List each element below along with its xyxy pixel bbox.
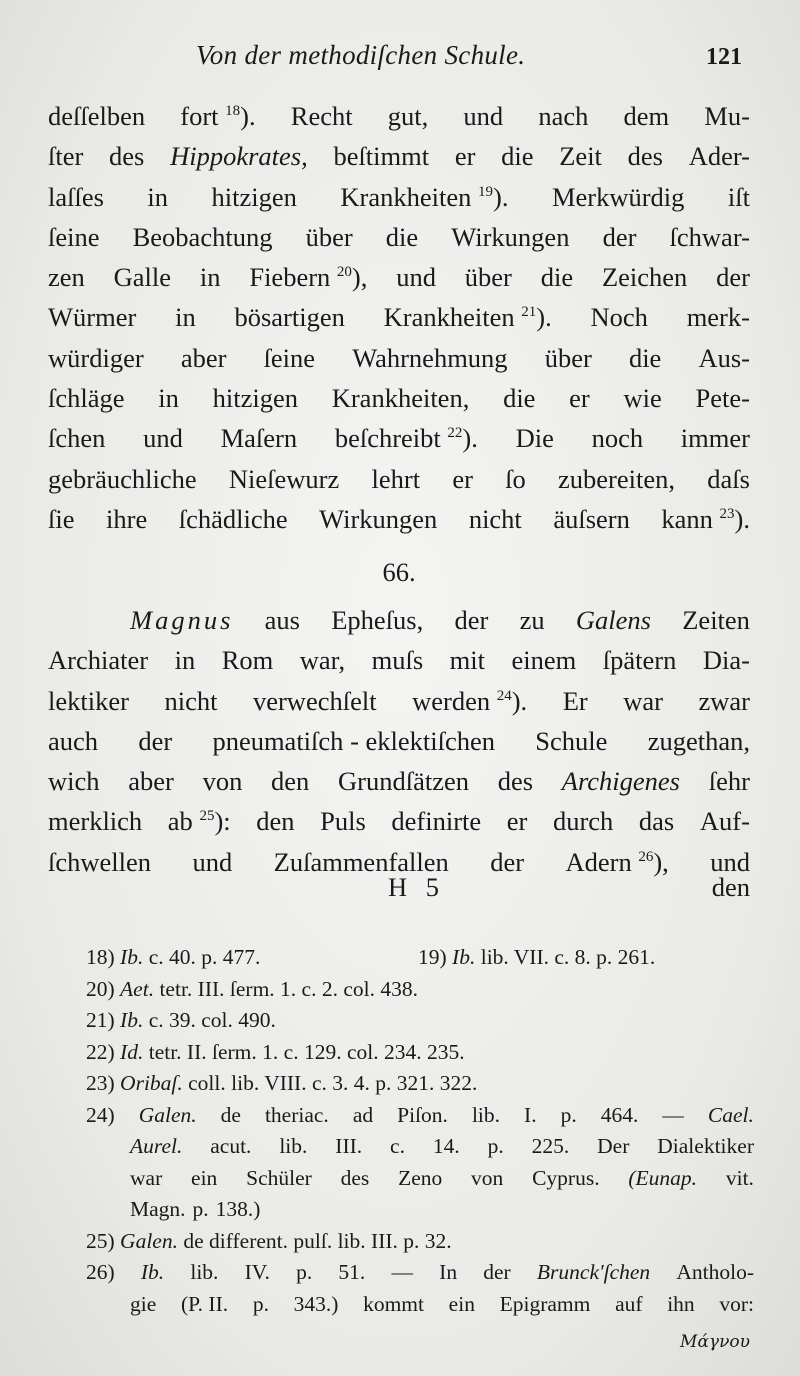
word: Zeiten bbox=[682, 605, 750, 635]
word-group bbox=[335, 418, 478, 458]
name-hippokrates: Hippokrates, bbox=[170, 141, 308, 172]
name-galens: Galens bbox=[575, 605, 651, 635]
word: die bbox=[503, 383, 536, 414]
word: (P. II. bbox=[180, 1291, 229, 1316]
footnote-text: c. 40. p. 477. bbox=[148, 945, 261, 969]
word: muſs bbox=[371, 645, 424, 676]
text-line bbox=[48, 136, 750, 176]
word: zu bbox=[519, 605, 545, 635]
word: immer bbox=[680, 423, 750, 454]
footnote-row bbox=[86, 942, 754, 974]
word: pneumatiſch bbox=[212, 725, 344, 756]
word: Galle bbox=[113, 262, 172, 293]
word: c. bbox=[390, 1134, 405, 1158]
word: mit bbox=[449, 645, 485, 676]
word: eklektiſchen bbox=[365, 725, 496, 756]
word: Zeit bbox=[559, 141, 602, 172]
word: Recht bbox=[290, 101, 353, 131]
word: der bbox=[483, 1260, 511, 1284]
word: Schule bbox=[535, 725, 608, 756]
word: ſeine bbox=[48, 221, 100, 252]
text-line bbox=[48, 177, 750, 217]
footnote-ref: 23 bbox=[719, 505, 735, 522]
word: p. bbox=[252, 1291, 269, 1316]
footnote-number: 26) bbox=[86, 1260, 115, 1284]
text-line bbox=[48, 257, 750, 297]
word: Fiebern bbox=[249, 262, 331, 293]
footnote-number: 22) bbox=[86, 1039, 115, 1064]
word: kann bbox=[661, 503, 713, 534]
word: Mu- bbox=[704, 101, 750, 131]
section-number: 66. bbox=[382, 557, 416, 587]
word: 343.) bbox=[293, 1291, 339, 1316]
text-line bbox=[48, 297, 750, 337]
punct: ). bbox=[536, 302, 552, 333]
footnote-number: 24) bbox=[86, 1102, 115, 1127]
word: vor: bbox=[719, 1291, 754, 1316]
word: nicht bbox=[164, 685, 218, 716]
word: aus bbox=[264, 605, 300, 635]
word: IV. bbox=[244, 1260, 270, 1284]
word: über bbox=[464, 262, 512, 293]
word: werden bbox=[412, 685, 491, 716]
word: bösartigen bbox=[234, 302, 345, 333]
footnote-text: lib. VII. c. 8. p. 261. bbox=[480, 945, 656, 969]
word: aber bbox=[128, 766, 174, 797]
word: ab bbox=[167, 806, 193, 837]
word: ſpätern bbox=[602, 645, 677, 676]
word: Der bbox=[597, 1134, 630, 1158]
word: gut, bbox=[387, 101, 429, 131]
footnote-ref: 20 bbox=[336, 264, 352, 281]
word: hitzigen bbox=[212, 383, 298, 414]
word: Cyprus. bbox=[532, 1165, 600, 1190]
source-abbr: Ib. bbox=[120, 1008, 144, 1032]
word: Die bbox=[515, 423, 554, 454]
word: zugethan, bbox=[647, 725, 750, 756]
word: lib. bbox=[190, 1260, 219, 1284]
word: Grundſätzen bbox=[338, 766, 469, 797]
catchword: den bbox=[711, 872, 750, 902]
word: er bbox=[569, 383, 590, 414]
footnote-text: de different. pulſ. lib. III. p. 32. bbox=[183, 1228, 452, 1253]
word: lektiker bbox=[48, 685, 129, 716]
word: ſo bbox=[505, 463, 526, 494]
word: das bbox=[638, 806, 675, 837]
footnote-number: 21) bbox=[86, 1008, 115, 1032]
word: noch bbox=[591, 423, 644, 454]
source-abbr: Aurel. bbox=[130, 1134, 183, 1158]
word: ſeine bbox=[263, 342, 316, 373]
footnote-line bbox=[86, 1289, 754, 1321]
word: acut. bbox=[210, 1134, 252, 1158]
word: in bbox=[175, 302, 196, 333]
word: p. bbox=[192, 1197, 209, 1221]
word: Aus- bbox=[698, 342, 750, 373]
word: nicht bbox=[468, 503, 522, 534]
word: fort bbox=[180, 101, 219, 131]
word: Er bbox=[562, 685, 588, 716]
footnote-23 bbox=[86, 1068, 754, 1100]
word: merk- bbox=[686, 302, 750, 333]
footnote-number: 18) bbox=[86, 945, 115, 969]
text-line bbox=[48, 761, 750, 801]
signature-line bbox=[48, 866, 750, 906]
word: ſchen bbox=[48, 423, 106, 454]
word: des bbox=[497, 766, 534, 797]
source-abbr: Aet. bbox=[120, 976, 155, 1001]
punct: ), bbox=[351, 262, 368, 293]
word: iſt bbox=[727, 181, 750, 212]
footnote-ref: 24 bbox=[496, 687, 512, 704]
footnote-number: 20) bbox=[86, 976, 115, 1001]
word: ein bbox=[191, 1165, 218, 1190]
name-brunck: Brunck'ſchen bbox=[536, 1260, 651, 1284]
word: Magn. bbox=[130, 1197, 186, 1221]
word: definirte bbox=[391, 806, 482, 837]
paragraph-2 bbox=[48, 600, 750, 882]
punct: ). bbox=[462, 423, 478, 454]
word: in bbox=[147, 181, 169, 212]
word: ſchwellen bbox=[48, 846, 152, 877]
word: Zeichen bbox=[601, 262, 688, 293]
footnotes bbox=[86, 942, 754, 1320]
word: den bbox=[271, 766, 310, 797]
word: der bbox=[490, 846, 525, 877]
running-title: Von der methodiſchen Schule. bbox=[196, 40, 526, 70]
word: Merkwürdig bbox=[551, 181, 685, 212]
footnote-24 bbox=[86, 1100, 754, 1226]
word: durch bbox=[552, 806, 614, 837]
word: lib. bbox=[279, 1134, 308, 1158]
footnote-line bbox=[86, 1131, 754, 1163]
footnote-ref: 22 bbox=[447, 425, 463, 442]
word: Epheſus, bbox=[331, 605, 424, 635]
section-heading bbox=[48, 552, 750, 592]
word: der bbox=[454, 605, 489, 635]
punct: ), bbox=[653, 846, 669, 877]
word: war bbox=[130, 1165, 163, 1190]
word: hitzigen bbox=[211, 181, 297, 212]
word: auf bbox=[615, 1291, 643, 1316]
word: und bbox=[143, 423, 183, 454]
word: von bbox=[202, 766, 243, 797]
word: p. bbox=[560, 1102, 577, 1127]
word: war, bbox=[299, 645, 346, 676]
word: theriac. bbox=[264, 1102, 329, 1127]
text-line bbox=[48, 552, 750, 592]
word: Ader- bbox=[688, 141, 750, 172]
word: Dialektiker bbox=[657, 1134, 754, 1158]
word-group bbox=[412, 681, 527, 721]
word: Puls bbox=[320, 806, 366, 837]
word-group bbox=[249, 257, 367, 297]
word: einem bbox=[511, 645, 577, 676]
word: verwechſelt bbox=[252, 685, 377, 716]
word: p. bbox=[296, 1260, 313, 1284]
text-line bbox=[48, 418, 750, 458]
word: nach bbox=[538, 101, 589, 131]
source-abbr: Galen. bbox=[120, 1228, 178, 1253]
word-group bbox=[180, 96, 255, 136]
word: Archiater bbox=[48, 645, 149, 676]
word: und bbox=[710, 846, 750, 877]
text-line bbox=[48, 96, 750, 136]
word: Pete- bbox=[695, 383, 750, 414]
punct: ): bbox=[214, 806, 231, 837]
source-abbr: Id. bbox=[120, 1039, 144, 1064]
word: Piſon. bbox=[397, 1102, 448, 1127]
word: Wirkungen bbox=[451, 221, 570, 252]
word: er bbox=[506, 806, 528, 837]
word: wich bbox=[48, 766, 100, 797]
word: Antholo- bbox=[676, 1260, 754, 1284]
dash: — bbox=[662, 1102, 684, 1127]
footnote-text: c. 39. col. 490. bbox=[148, 1008, 276, 1032]
text-line bbox=[48, 640, 750, 680]
word: äuſsern bbox=[553, 503, 630, 534]
greek-catchword: Μάγνου bbox=[680, 1332, 750, 1352]
text-line bbox=[48, 217, 750, 257]
source-abbr: Cael. bbox=[707, 1102, 754, 1127]
dash: — bbox=[391, 1260, 413, 1284]
text-line bbox=[48, 499, 750, 539]
word: merklich bbox=[48, 806, 143, 837]
word: ſchädliche bbox=[178, 503, 288, 534]
punct: ). bbox=[734, 503, 750, 534]
word: war bbox=[623, 685, 663, 716]
word: Dia- bbox=[702, 645, 750, 676]
footnote-text: tetr. III. ſerm. 1. c. 2. col. 438. bbox=[159, 976, 418, 1001]
footnote-22 bbox=[86, 1037, 754, 1069]
word: p. bbox=[487, 1134, 504, 1158]
word: gie bbox=[130, 1291, 157, 1316]
word: lib. bbox=[471, 1102, 501, 1127]
paragraph-1 bbox=[48, 96, 750, 539]
word: laſſes bbox=[48, 181, 104, 212]
word: Krankheiten, bbox=[331, 383, 470, 414]
source-abbr: Galen. bbox=[138, 1102, 197, 1127]
word: aber bbox=[180, 342, 227, 373]
footnote-text: coll. lib. VIII. c. 3. 4. p. 321. 322. bbox=[188, 1071, 478, 1095]
word-group bbox=[340, 177, 508, 217]
word: des bbox=[627, 141, 663, 172]
word: ſchwar- bbox=[669, 221, 750, 252]
word: die bbox=[385, 221, 419, 252]
word: der bbox=[602, 221, 637, 252]
footnote-ref: 21 bbox=[521, 304, 537, 321]
word: 464. bbox=[600, 1102, 639, 1127]
word: des bbox=[340, 1165, 370, 1190]
footnote-number: 25) bbox=[86, 1228, 115, 1253]
word: und bbox=[192, 846, 233, 877]
word: de bbox=[220, 1102, 241, 1127]
footnote-ref: 18 bbox=[225, 103, 241, 119]
word: zubereiten, bbox=[558, 463, 676, 494]
word: beſtimmt bbox=[333, 141, 430, 172]
footnote-line bbox=[86, 1257, 754, 1289]
source-abbr: Ib. bbox=[120, 945, 144, 969]
word: über bbox=[544, 342, 592, 373]
word: kommt bbox=[363, 1291, 424, 1316]
footnote-ref: 19 bbox=[478, 183, 493, 200]
word: ſter bbox=[48, 141, 84, 172]
page-number: 121 bbox=[706, 44, 742, 70]
text-line bbox=[48, 459, 750, 499]
word: den bbox=[256, 806, 295, 837]
word: ein bbox=[448, 1291, 475, 1316]
word: Nieſewurz bbox=[228, 463, 340, 494]
word: III. bbox=[335, 1134, 363, 1158]
word: vit. bbox=[725, 1165, 754, 1190]
word: 138.) bbox=[215, 1197, 261, 1221]
word-group bbox=[168, 801, 231, 841]
word: ihn bbox=[667, 1291, 695, 1316]
word: Krankheiten bbox=[340, 181, 472, 212]
running-header bbox=[0, 40, 800, 80]
word: lehrt bbox=[371, 463, 421, 494]
text-line bbox=[48, 338, 750, 378]
word: die bbox=[628, 342, 662, 373]
signature-mark: H 5 bbox=[388, 872, 446, 902]
text-line bbox=[48, 378, 750, 418]
word: die bbox=[540, 262, 574, 293]
word: 14. bbox=[432, 1134, 460, 1158]
word: ad bbox=[352, 1102, 374, 1127]
hyphen: - bbox=[350, 725, 359, 756]
footnote-26 bbox=[86, 1257, 754, 1320]
word: ihre bbox=[106, 503, 148, 534]
source-abbr: Ib. bbox=[452, 945, 476, 969]
word: Wirkungen bbox=[319, 503, 438, 534]
word: deſſelben bbox=[48, 101, 146, 131]
footnote-19 bbox=[418, 942, 655, 974]
word-group bbox=[661, 499, 750, 539]
word: von bbox=[471, 1165, 504, 1190]
word: in bbox=[158, 383, 179, 414]
text-line bbox=[48, 721, 750, 761]
word: 51. bbox=[338, 1260, 366, 1284]
footnote-text: tetr. II. ſerm. 1. c. 129. col. 234. 235. bbox=[148, 1039, 465, 1064]
word: Rom bbox=[221, 645, 274, 676]
word: Maſern bbox=[220, 423, 298, 454]
word: Beobachtung bbox=[132, 221, 273, 252]
word-group bbox=[212, 721, 495, 761]
word: Zeno bbox=[398, 1165, 443, 1190]
punct: ). bbox=[240, 101, 256, 131]
footnote-line bbox=[86, 1194, 754, 1226]
word: gebräuchliche bbox=[48, 463, 197, 494]
word: Zuſammenfallen bbox=[273, 846, 449, 877]
footnote-18 bbox=[86, 945, 260, 969]
word: in bbox=[174, 645, 196, 676]
footnote-line bbox=[86, 1163, 754, 1195]
word: Epigramm bbox=[499, 1291, 591, 1316]
footnote-21 bbox=[86, 1005, 754, 1037]
word: über bbox=[305, 221, 353, 252]
name-archigenes: Archigenes bbox=[561, 766, 680, 797]
word: ſchläge bbox=[48, 383, 125, 414]
word: 225. bbox=[531, 1134, 570, 1158]
word: wie bbox=[623, 383, 662, 414]
name-magnus: Magnus bbox=[130, 605, 234, 635]
footnote-20 bbox=[86, 974, 754, 1006]
word: in bbox=[199, 262, 221, 293]
text-line bbox=[48, 600, 750, 640]
footnote-ref: 26 bbox=[638, 848, 654, 865]
word: ſehr bbox=[708, 766, 750, 797]
word: daſs bbox=[707, 463, 750, 494]
word: und bbox=[463, 101, 504, 131]
word: In bbox=[439, 1260, 458, 1284]
word: Krankheiten bbox=[383, 302, 515, 333]
footnote-25 bbox=[86, 1226, 754, 1258]
word: auch bbox=[48, 725, 99, 756]
footnote-ref: 25 bbox=[199, 808, 215, 825]
punct: ). bbox=[493, 181, 509, 212]
word: ſie bbox=[48, 503, 75, 534]
word: Noch bbox=[590, 302, 648, 333]
source-abbr: Ib. bbox=[140, 1260, 165, 1284]
punct: ). bbox=[511, 685, 528, 716]
source-abbr: (Eunap. bbox=[628, 1165, 698, 1190]
word: beſchreibt bbox=[334, 423, 441, 454]
word: der bbox=[138, 725, 173, 756]
word-group bbox=[384, 297, 552, 337]
word: würdiger bbox=[48, 342, 144, 373]
text-line bbox=[48, 681, 750, 721]
word: er bbox=[454, 141, 476, 172]
text-line bbox=[48, 801, 750, 841]
word: der bbox=[716, 262, 750, 293]
footnote-number: 19) bbox=[418, 945, 447, 969]
footnote-line bbox=[86, 1100, 754, 1132]
word: I. bbox=[524, 1102, 537, 1127]
word: des bbox=[109, 141, 145, 172]
footnote-number: 23) bbox=[86, 1071, 115, 1095]
word: er bbox=[452, 463, 473, 494]
word: Würmer bbox=[48, 302, 137, 333]
word: dem bbox=[623, 101, 670, 131]
word: und bbox=[396, 262, 436, 293]
word: zwar bbox=[698, 685, 750, 716]
word: zen bbox=[48, 262, 85, 293]
word: Auf- bbox=[699, 806, 750, 837]
word: Adern bbox=[565, 846, 632, 877]
word: Wahrnehmung bbox=[352, 342, 508, 373]
source-abbr: Oribaſ. bbox=[120, 1071, 183, 1095]
word: die bbox=[501, 141, 534, 172]
word: Schüler bbox=[246, 1165, 312, 1190]
